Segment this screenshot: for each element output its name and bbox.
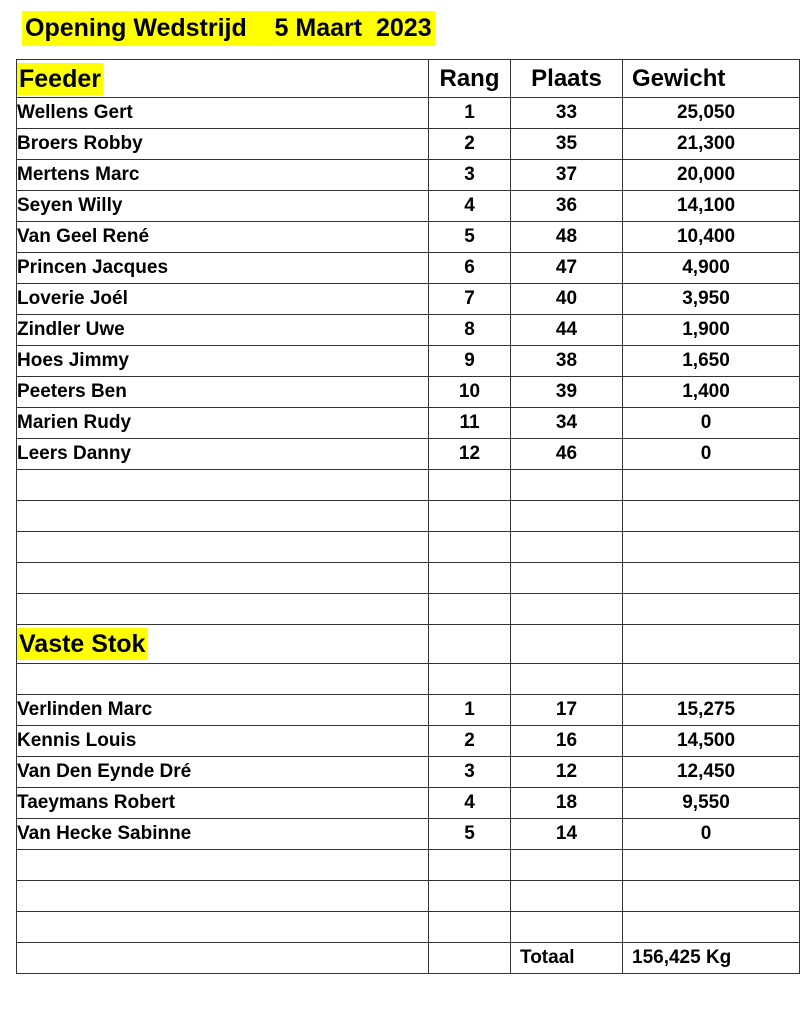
plaats-value: 47 (511, 253, 623, 284)
plaats-value: 38 (511, 346, 623, 377)
gewicht-value: 15,275 (623, 695, 800, 726)
table-row (17, 695, 800, 726)
gewicht-value: 14,500 (623, 726, 800, 757)
column-header-rang: Rang (429, 60, 511, 98)
gewicht-value: 4,900 (623, 253, 800, 284)
table-row (17, 819, 800, 850)
participant-name: Leers Danny (17, 439, 429, 470)
table-row (17, 191, 800, 222)
participant-name: Van Den Eynde Dré (17, 757, 429, 788)
gewicht-value: 25,050 (623, 98, 800, 129)
participant-name: Mertens Marc (17, 160, 429, 191)
rang-value: 2 (429, 129, 511, 160)
rang-value: 12 (429, 439, 511, 470)
participant-name: Loverie Joél (17, 284, 429, 315)
empty-row (17, 563, 800, 594)
gewicht-value: 14,100 (623, 191, 800, 222)
gewicht-value: 0 (623, 439, 800, 470)
plaats-value: 46 (511, 439, 623, 470)
gewicht-value: 3,950 (623, 284, 800, 315)
table-row (17, 284, 800, 315)
header-row (17, 60, 800, 98)
plaats-value: 37 (511, 160, 623, 191)
participant-name: Verlinden Marc (17, 695, 429, 726)
empty-row (17, 912, 800, 943)
vaste-stok-section-label: Vaste Stok (19, 630, 146, 658)
participant-name: Princen Jacques (17, 253, 429, 284)
table-row (17, 726, 800, 757)
table-row (17, 222, 800, 253)
empty-row (17, 470, 800, 501)
table-row (17, 757, 800, 788)
empty-row (17, 594, 800, 625)
table-row (17, 346, 800, 377)
plaats-value: 16 (511, 726, 623, 757)
total-value: 156,425 Kg (623, 943, 800, 974)
gewicht-value: 0 (623, 408, 800, 439)
plaats-value: 39 (511, 377, 623, 408)
gewicht-value: 10,400 (623, 222, 800, 253)
participant-name: Seyen Willy (17, 191, 429, 222)
participant-name: Taeymans Robert (17, 788, 429, 819)
plaats-value: 34 (511, 408, 623, 439)
gewicht-value: 1,400 (623, 377, 800, 408)
participant-name: Peeters Ben (17, 377, 429, 408)
table-row (17, 129, 800, 160)
plaats-value: 17 (511, 695, 623, 726)
table-row (17, 408, 800, 439)
rang-value: 7 (429, 284, 511, 315)
vaste-stok-section-cell (17, 625, 429, 664)
plaats-value: 12 (511, 757, 623, 788)
rang-value: 8 (429, 315, 511, 346)
total-row (17, 943, 800, 974)
gewicht-value: 9,550 (623, 788, 800, 819)
rang-value: 9 (429, 346, 511, 377)
plaats-value: 44 (511, 315, 623, 346)
rang-value: 11 (429, 408, 511, 439)
total-label: Totaal (511, 943, 623, 974)
plaats-value: 36 (511, 191, 623, 222)
rang-value: 6 (429, 253, 511, 284)
gewicht-value: 1,900 (623, 315, 800, 346)
participant-name: Hoes Jimmy (17, 346, 429, 377)
vaste-stok-header-row (17, 625, 800, 664)
plaats-value: 14 (511, 819, 623, 850)
gewicht-value: 0 (623, 819, 800, 850)
participant-name: Van Geel René (17, 222, 429, 253)
table-row (17, 315, 800, 346)
results-table (16, 59, 800, 974)
gewicht-value: 21,300 (623, 129, 800, 160)
rang-value: 2 (429, 726, 511, 757)
column-header-plaats: Plaats (511, 60, 623, 98)
plaats-value: 35 (511, 129, 623, 160)
table-row (17, 98, 800, 129)
plaats-value: 40 (511, 284, 623, 315)
rang-value: 3 (429, 757, 511, 788)
rang-value: 5 (429, 222, 511, 253)
participant-name: Kennis Louis (17, 726, 429, 757)
participant-name: Broers Robby (17, 129, 429, 160)
table-row (17, 253, 800, 284)
gewicht-value: 20,000 (623, 160, 800, 191)
rang-value: 1 (429, 98, 511, 129)
rang-value: 5 (429, 819, 511, 850)
rang-value: 1 (429, 695, 511, 726)
rang-value: 4 (429, 191, 511, 222)
table-row (17, 160, 800, 191)
gewicht-value: 12,450 (623, 757, 800, 788)
rang-value: 4 (429, 788, 511, 819)
empty-row (17, 664, 800, 695)
table-row (17, 439, 800, 470)
table-row (17, 788, 800, 819)
participant-name: Wellens Gert (17, 98, 429, 129)
participant-name: Marien Rudy (17, 408, 429, 439)
empty-row (17, 850, 800, 881)
table-row (17, 377, 800, 408)
empty-row (17, 532, 800, 563)
empty-row (17, 501, 800, 532)
page-title: Opening Wedstrijd 5 Maart 2023 (22, 11, 435, 46)
column-header-gewicht: Gewicht (623, 60, 800, 98)
rang-value: 10 (429, 377, 511, 408)
feeder-section-cell (17, 60, 429, 98)
plaats-value: 48 (511, 222, 623, 253)
plaats-value: 18 (511, 788, 623, 819)
empty-row (17, 881, 800, 912)
gewicht-value: 1,650 (623, 346, 800, 377)
participant-name: Van Hecke Sabinne (17, 819, 429, 850)
participant-name: Zindler Uwe (17, 315, 429, 346)
feeder-section-label: Feeder (19, 64, 101, 93)
plaats-value: 33 (511, 98, 623, 129)
rang-value: 3 (429, 160, 511, 191)
